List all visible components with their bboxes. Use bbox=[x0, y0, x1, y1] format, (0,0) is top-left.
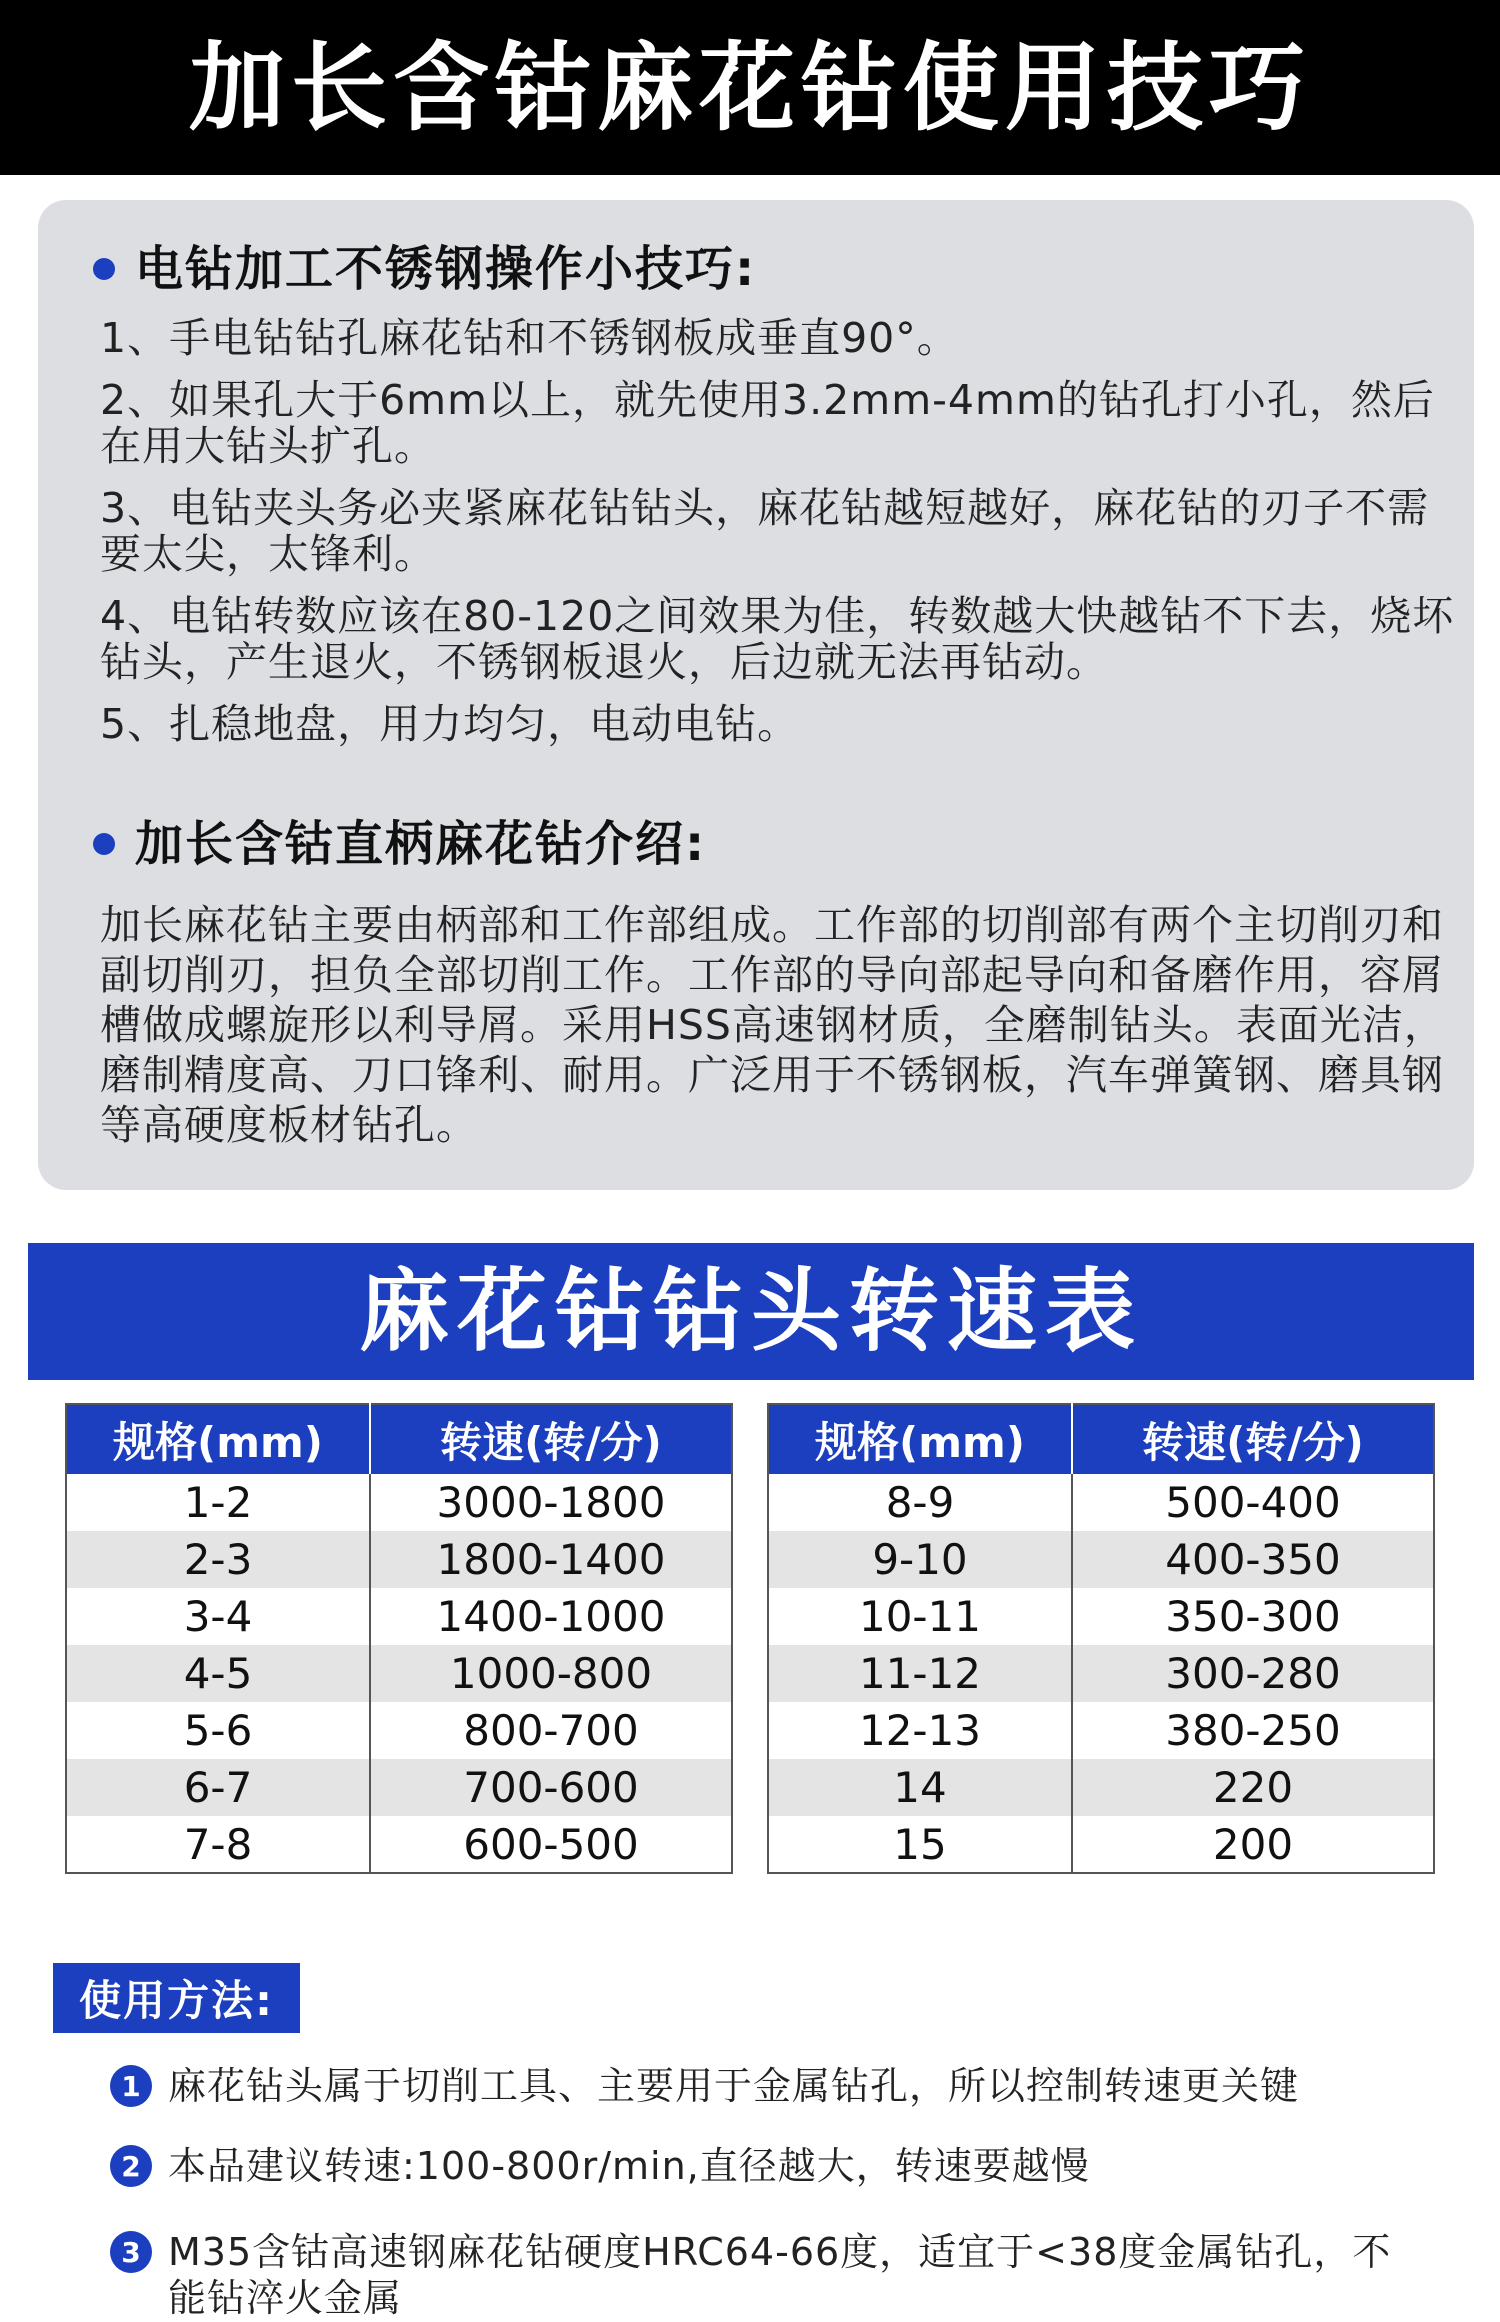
speed-column-header: 转速(转/分) bbox=[370, 1404, 732, 1474]
number-3-icon: 3 bbox=[110, 2231, 152, 2273]
table-row bbox=[66, 1702, 732, 1759]
speed-table-banner bbox=[28, 1243, 1474, 1380]
tips-heading: 电钻加工不锈钢操作小技巧: bbox=[135, 241, 757, 297]
usage-item-text: 本品建议转速:100-800r/min,直径越大，转速要越慢 bbox=[168, 2144, 1090, 2188]
tip-item: 1、手电钻钻孔麻花钻和不锈钢板成垂直90°。 bbox=[100, 314, 959, 362]
table-row bbox=[768, 1816, 1434, 1873]
spec-cell: 2-3 bbox=[66, 1531, 370, 1588]
table-row bbox=[66, 1474, 732, 1531]
spec-cell: 12-13 bbox=[768, 1702, 1072, 1759]
page-header bbox=[0, 0, 1500, 175]
usage-list bbox=[110, 2063, 1450, 2321]
speed-cell: 200 bbox=[1212, 1819, 1294, 1869]
table-row bbox=[66, 1759, 732, 1816]
usage-item-text: 麻花钻头属于切削工具、主要用于金属钻孔，所以控制转速更关键 bbox=[168, 2064, 1300, 2108]
number-1-icon: 1 bbox=[110, 2065, 152, 2107]
table-row bbox=[66, 1816, 732, 1873]
spec-cell: 14 bbox=[768, 1759, 1072, 1816]
tip-item: 5、扎稳地盘，用力均匀，电动电钻。 bbox=[100, 700, 800, 748]
speed-cell: 300-280 bbox=[1165, 1649, 1341, 1698]
tips-section-title bbox=[93, 241, 757, 297]
usage-label-badge bbox=[53, 1963, 300, 2033]
tips-card bbox=[38, 200, 1474, 1190]
intro-paragraph: 加长麻花钻主要由柄部和工作部组成。工作部的切削部有两个主切削刃和副切削刃，担负全部切削工作。工作部的导向部起导向和备磨作用，容屑槽做成螺旋形以利导屑。采用HSS高速钢材质，全磨制钻头。表面光洁，磨制精度高、刀口锋利、耐用。广泛用于不锈钢板，汽车弹簧钢、磨具钢等高硬度板材钻孔。 bbox=[100, 901, 1446, 1149]
speed-table-left bbox=[65, 1403, 733, 1874]
usage-item bbox=[110, 2143, 1450, 2229]
spec-cell: 9-10 bbox=[768, 1531, 1072, 1588]
tip-item: 3、电钻夹头务必夹紧麻花钻钻头，麻花钻越短越好，麻花钻的刃子不需要太尖，太锋利。 bbox=[100, 484, 1430, 578]
tip-item: 4、电钻转数应该在80-120之间效果为佳，转数越大快越钻不下去，烧坏钻头，产生退火，不锈钢板退火，后边就无法再钻动。 bbox=[100, 592, 1455, 686]
table-row bbox=[768, 1531, 1434, 1588]
bullet-dot-icon bbox=[93, 833, 115, 855]
spec-cell: 15 bbox=[768, 1816, 1072, 1873]
speed-cell: 400-350 bbox=[1165, 1535, 1341, 1584]
tip-item: 2、如果孔大于6mm以上，就先使用3.2mm-4mm的钻孔打小孔，然后在用大钻头扩孔。 bbox=[100, 376, 1435, 470]
usage-item bbox=[110, 2063, 1450, 2143]
intro-section-title bbox=[93, 816, 707, 872]
table-header-row bbox=[66, 1404, 732, 1474]
table-row bbox=[768, 1759, 1434, 1816]
spec-cell: 3-4 bbox=[66, 1588, 370, 1645]
speed-cell: 1800-1400 bbox=[436, 1535, 666, 1584]
spec-cell: 6-7 bbox=[66, 1759, 370, 1816]
page-title: 加长含钴麻花钻使用技巧 bbox=[189, 31, 1311, 144]
table-row bbox=[768, 1474, 1434, 1531]
table-row bbox=[66, 1588, 732, 1645]
speed-column-header: 转速(转/分) bbox=[1072, 1404, 1434, 1474]
speed-cell: 800-700 bbox=[463, 1706, 639, 1755]
spec-cell: 8-9 bbox=[768, 1474, 1072, 1531]
number-2-icon: 2 bbox=[110, 2145, 152, 2187]
table-row bbox=[66, 1645, 732, 1702]
speed-cell: 600-500 bbox=[463, 1819, 639, 1869]
intro-heading: 加长含钴直柄麻花钻介绍: bbox=[135, 816, 707, 872]
speed-cell: 3000-1800 bbox=[436, 1478, 666, 1527]
speed-cell: 380-250 bbox=[1165, 1706, 1341, 1755]
spec-cell: 7-8 bbox=[66, 1816, 370, 1873]
speed-cell: 350-300 bbox=[1165, 1592, 1341, 1641]
speed-cell: 700-600 bbox=[463, 1763, 639, 1812]
table-header-row bbox=[768, 1404, 1434, 1474]
speed-cell: 1400-1000 bbox=[436, 1592, 666, 1641]
table-row bbox=[768, 1588, 1434, 1645]
spec-cell: 1-2 bbox=[66, 1474, 370, 1531]
spec-column-header: 规格(mm) bbox=[768, 1404, 1072, 1474]
table-row bbox=[768, 1645, 1434, 1702]
usage-item bbox=[110, 2229, 1450, 2321]
speed-table-title: 麻花钻钻头转速表 bbox=[359, 1258, 1143, 1364]
speed-table-right bbox=[767, 1403, 1435, 1874]
speed-cell: 1000-800 bbox=[449, 1649, 653, 1698]
usage-label: 使用方法: bbox=[79, 1976, 274, 2025]
speed-cell: 220 bbox=[1212, 1763, 1294, 1812]
table-row bbox=[768, 1702, 1434, 1759]
spec-column-header: 规格(mm) bbox=[66, 1404, 370, 1474]
usage-item-text: M35含钴高速钢麻花钻硬度HRC64-66度，适宜于<38度金属钻孔，不能钻淬火金属 bbox=[168, 2230, 1392, 2320]
spec-cell: 4-5 bbox=[66, 1645, 370, 1702]
bullet-dot-icon bbox=[93, 258, 115, 280]
tips-list bbox=[100, 315, 1460, 763]
spec-cell: 11-12 bbox=[768, 1645, 1072, 1702]
spec-cell: 10-11 bbox=[768, 1588, 1072, 1645]
speed-cell: 500-400 bbox=[1165, 1478, 1341, 1527]
table-row bbox=[66, 1531, 732, 1588]
spec-cell: 5-6 bbox=[66, 1702, 370, 1759]
